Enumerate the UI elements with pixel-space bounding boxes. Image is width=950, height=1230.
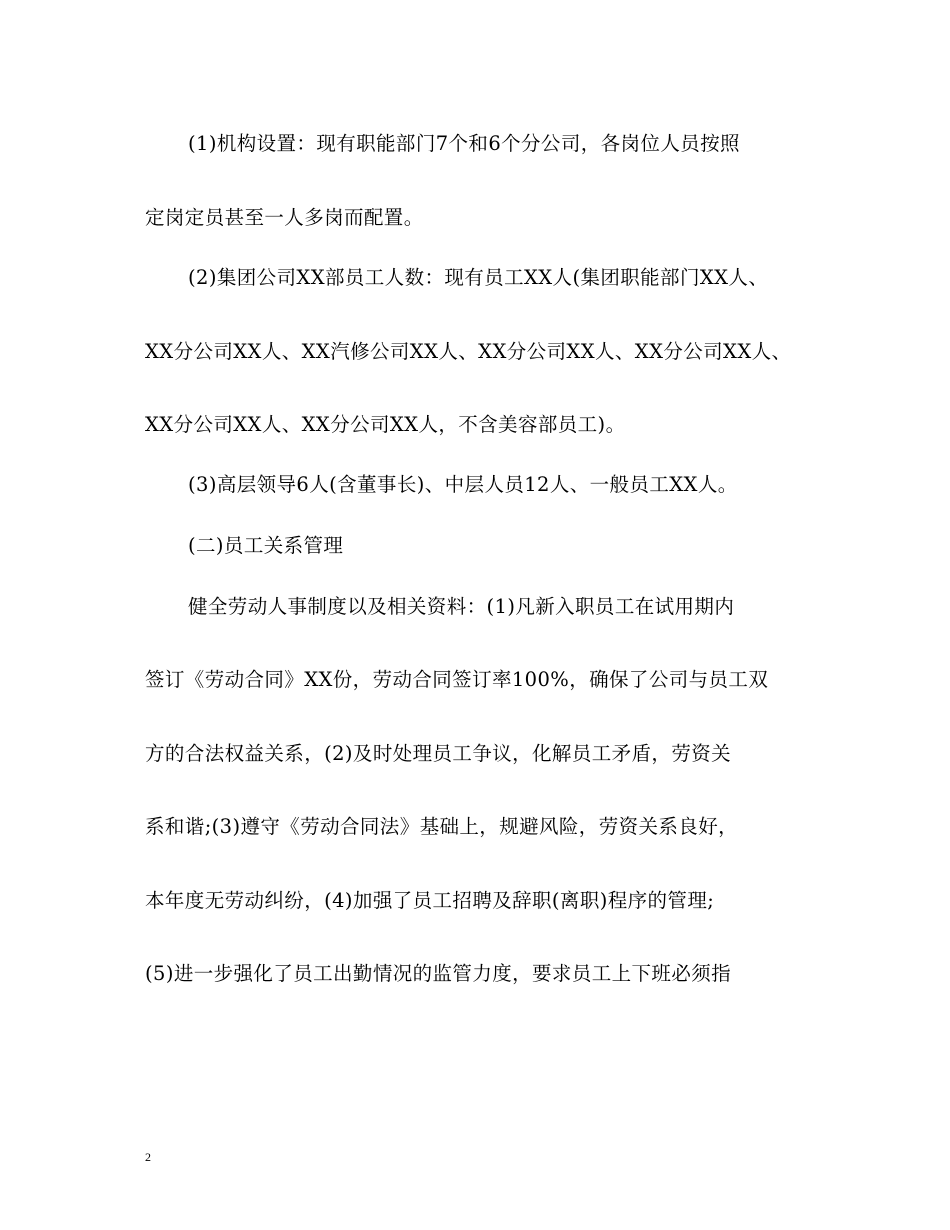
paragraph-line: (3)高层领导6人(含董事长)、中层人员12人、一般员工XX人。	[188, 473, 738, 496]
paragraph-line: 签订《劳动合同》XX份，劳动合同签订率100%，确保了公司与员工双	[145, 668, 769, 691]
paragraph-line: (2)集团公司XX部员工人数：现有员工XX人(集团职能部门XX人、	[188, 266, 769, 289]
page-number: 2	[145, 1150, 151, 1164]
paragraph-line: (1)机构设置：现有职能部门7个和6个分公司，各岗位人员按照	[188, 132, 740, 155]
paragraph-line: (5)进一步强化了员工出勤情况的监管力度，要求员工上下班必须指	[145, 962, 732, 985]
paragraph-line: XX分公司XX人、XX分公司XX人，不含美容部员工)。	[145, 413, 626, 436]
paragraph-line: XX分公司XX人、XX汽修公司XX人、XX分公司XX人、XX分公司XX人、	[145, 340, 792, 363]
paragraph-line: 健全劳动人事制度以及相关资料：(1)凡新入职员工在试用期内	[188, 595, 735, 618]
paragraph-line: 本年度无劳动纠纷，(4)加强了员工招聘及辞职(离职)程序的管理;	[145, 889, 715, 912]
paragraph-line: 方的合法权益关系，(2)及时处理员工争议，化解员工矛盾，劳资关	[145, 742, 732, 765]
section-heading: (二)员工关系管理	[188, 534, 344, 557]
paragraph-line: 定岗定员甚至一人多岗而配置。	[145, 206, 424, 229]
paragraph-line: 系和谐;(3)遵守《劳动合同法》基础上，规避风险，劳资关系良好，	[145, 815, 738, 838]
